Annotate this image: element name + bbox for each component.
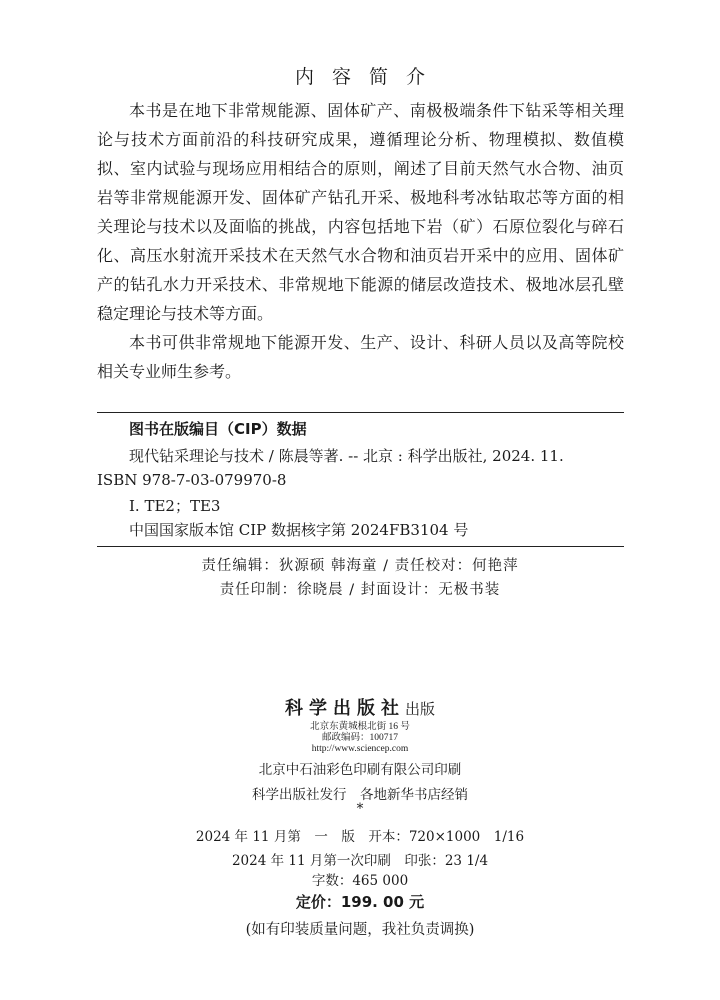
intro-section: [97, 96, 624, 386]
price-line: 定价：199. 00 元: [295, 893, 425, 911]
quality-notice: (如有印装质量问题，我社负责调换): [245, 922, 475, 938]
separator-star: *: [356, 801, 364, 817]
wordcount-line: 字数：465 000: [311, 873, 409, 889]
divider-bottom: [97, 546, 624, 547]
cip-header: 图书在版编目（CIP）数据: [129, 420, 307, 438]
publisher-postcode: 邮政编码：100717: [321, 733, 398, 743]
edition-line: 2024 年 11 月第 一 版 开本：720×1000 1/16: [195, 829, 525, 845]
credits-editors: 责任编辑：狄源硕 韩海童 / 责任校对：何艳萍: [201, 558, 519, 574]
printing-line: 2024 年 11 月第一次印刷 印张：23 1/4: [231, 853, 489, 869]
cip-line-number: 中国国家版本馆 CIP 数据核字第 2024FB3104 号: [129, 521, 469, 539]
publisher-address: 北京东黄城根北街 16 号: [310, 722, 410, 732]
page-title: 内容简介: [294, 66, 443, 88]
cip-line-isbn: ISBN 978-7-03-079970-8: [97, 471, 287, 489]
printer-line: 北京中石油彩色印刷有限公司印刷: [258, 762, 462, 778]
publisher-suffix: 出版: [404, 700, 435, 718]
cip-line-title: 现代钻采理论与技术 / 陈晨等著. -- 北京 : 科学出版社, 2024. 11.: [129, 447, 564, 465]
divider-top: [97, 412, 624, 413]
credits-production: 责任印制：徐晓晨 / 封面设计：无极书装: [219, 582, 501, 598]
intro-paragraph: 本书可供非常规地下能源开发、生产、设计、科研人员以及高等院校相关专业师生参考。: [97, 333, 624, 381]
cip-line-classification: Ⅰ. TE2；TE3: [129, 497, 221, 515]
publisher-logo: 科学出版社: [284, 698, 405, 719]
publisher-url: http://www.sciencep.com: [311, 744, 409, 754]
intro-paragraph: 本书是在地下非常规能源、固体矿产、南极极端条件下钻采等相关理论与技术方面前沿的科技研究成果，遵循理论分析、物理模拟、数值模拟、室内试验与现场应用相结合的原则，阐述了目前天然气水合物、油页岩等非常规能源开发、固体矿产钻孔开采、极地科考冰钻取芯等方面的相关理论与技术以及面临的挑战，内容包括地下岩（矿）石原位裂化与碎石化、高压水射流开采技术在天然气水合物和油页岩开采中的应用、固体矿产的钻孔水力开采技术、非常规地下能源的储层改造技术、极地冰层孔壁稳定理论与技术等方面。: [97, 101, 624, 323]
distribution-line: 科学出版社发行 各地新华书店经销: [252, 787, 468, 803]
publisher-block: [0, 694, 720, 720]
